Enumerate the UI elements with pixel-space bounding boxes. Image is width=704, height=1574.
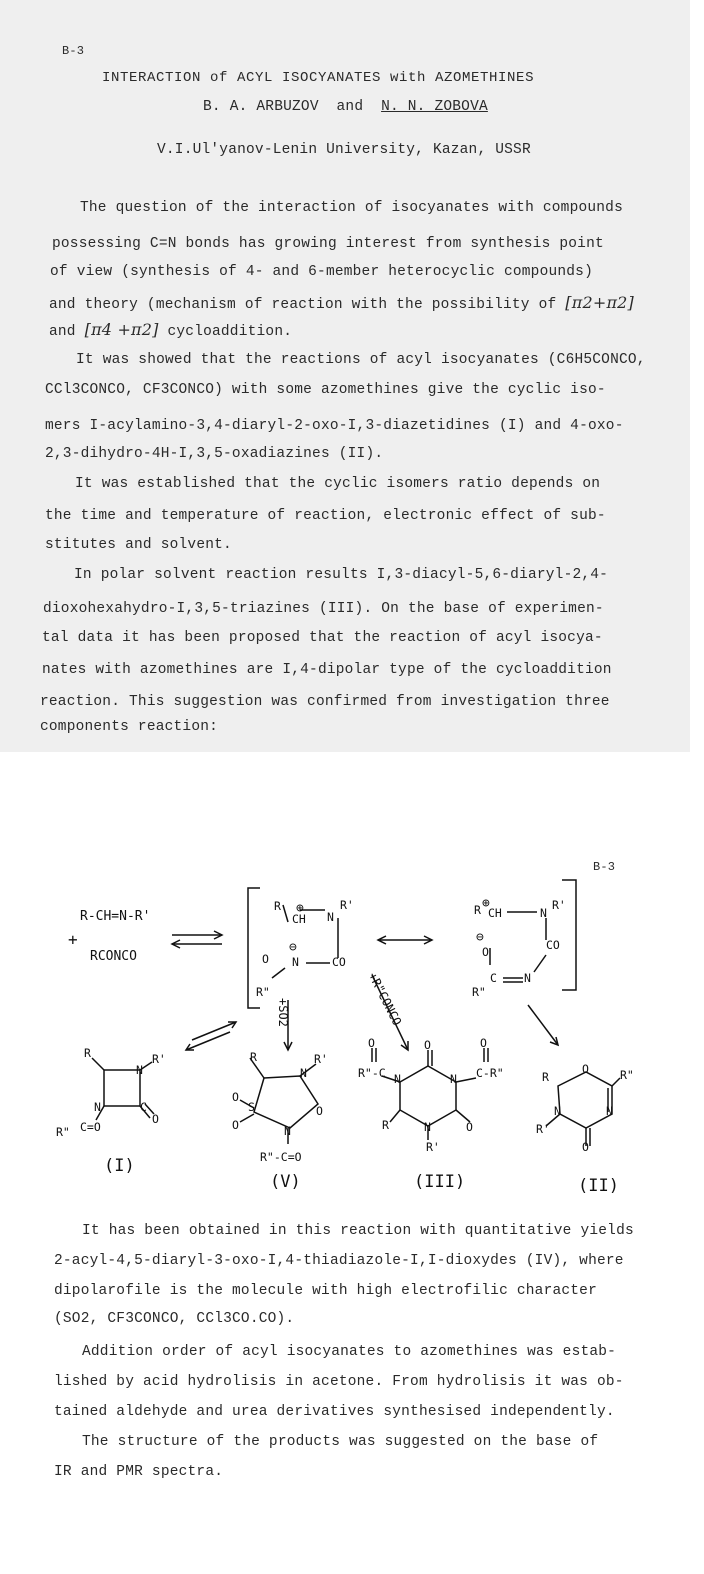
p5-line: It has been obtained in this reaction with quantitative yields: [82, 1223, 634, 1239]
p1-line: of view (synthesis of 4- and 6-member heterocyclic compounds): [50, 264, 593, 280]
atom-label: C=O: [80, 1120, 101, 1134]
reactant-azomethine: R-CH=N-R': [80, 909, 151, 924]
atom-label: R": [472, 985, 486, 999]
atom-label: O: [482, 945, 489, 959]
atom-label: R"-C: [358, 1066, 386, 1080]
atom-label: N: [284, 1124, 291, 1138]
thiadiazole-ring: [254, 1076, 318, 1128]
page-one: [0, 0, 690, 752]
scheme-page-code: B-3: [593, 860, 616, 874]
atom-label: O: [232, 1090, 239, 1104]
p5-line: 2-acyl-4,5-diaryl-3-oxo-I,4-thiadiazole-I,I-dioxydes (IV), where: [54, 1253, 624, 1269]
atom-label: R": [256, 985, 270, 999]
atom-label: N: [606, 1104, 613, 1118]
pi2-pi2-formula: [π2+π2]: [565, 293, 634, 312]
p4-line: tal data it has been proposed that the reaction of acyl isocya-: [42, 630, 603, 646]
atom-label: CH: [488, 906, 502, 920]
atom-label: O: [368, 1036, 375, 1050]
charge-minus: ⊖: [476, 930, 484, 945]
atom-label: R": [56, 1125, 70, 1139]
atom-label: O: [316, 1104, 323, 1118]
p2-line: CCl3CONCO, CF3CONCO) with some azomethines give the cyclic iso-: [45, 382, 606, 398]
page-code: B-3: [62, 44, 85, 58]
atom-label: R: [250, 1050, 257, 1064]
atom-label: N: [292, 955, 299, 969]
atom-label: R: [84, 1046, 91, 1060]
atom-label: O: [232, 1118, 239, 1132]
compound-label-iii: (III): [414, 1172, 466, 1192]
atom-label: N: [450, 1072, 457, 1086]
compound-label-ii: (II): [578, 1176, 619, 1196]
p5-line: dipolarofile is the molecule with high electrofilic character: [54, 1283, 597, 1299]
atom-label: O: [262, 952, 269, 966]
atom-label: R: [542, 1070, 549, 1084]
atom-label: R: [474, 903, 481, 917]
p2-line: mers I-acylamino-3,4-diaryl-2-oxo-I,3-diazetidines (I) and 4-oxo-: [45, 418, 624, 434]
right-bracket: [562, 880, 576, 990]
plus-sign: +: [68, 930, 78, 949]
p6-line: lished by acid hydrolisis in acetone. From hydrolisis it was ob-: [54, 1374, 624, 1390]
diazetidine-ring: [104, 1070, 140, 1106]
atom-label: N: [94, 1100, 101, 1114]
affiliation: V.I.Ul'yanov-Lenin University, Kazan, USSR: [157, 142, 531, 158]
p3-line: stitutes and solvent.: [45, 537, 232, 553]
atom-label: O: [466, 1120, 473, 1134]
atom-label: O: [582, 1062, 589, 1076]
p4-line: components reaction:: [40, 719, 219, 735]
author-arbuzov: B. A. ARBUZOV: [203, 99, 319, 115]
p6-line: tained aldehyde and urea derivatives synthesised independently.: [54, 1404, 615, 1420]
atom-label: R"-C=O: [260, 1150, 302, 1164]
atom-label: N: [327, 910, 334, 924]
atom-label: R': [536, 1122, 550, 1136]
atom-label: N: [424, 1120, 431, 1134]
author-zobova: N. N. ZOBOVA: [381, 99, 488, 115]
p1-line: [49, 293, 634, 313]
compound-label-i: (I): [104, 1156, 135, 1176]
reagent-so2: +SO2: [276, 998, 290, 1027]
authors: [203, 99, 488, 115]
atom-label: N: [554, 1104, 561, 1118]
atom-label: R': [152, 1052, 166, 1066]
atom-label: N: [300, 1066, 307, 1080]
atom-label: R': [314, 1052, 328, 1066]
reagent-acyl-isocyanate: +R"CONCO: [365, 970, 405, 1028]
p5-line: (SO2, CF3CONCO, CCl3CO.CO).: [54, 1311, 295, 1327]
p4-line: dioxohexahydro-I,3,5-triazines (III). On the base of experimen-: [43, 601, 604, 617]
reactant-acyl-isocyanate: RCONCO: [90, 949, 137, 964]
atom-label: R': [552, 898, 566, 912]
atom-label: C: [490, 971, 497, 985]
atom-label: R: [274, 899, 281, 913]
p4-line: reaction. This suggestion was confirmed from investigation three: [40, 694, 610, 710]
p4-line: In polar solvent reaction results I,3-diacyl-5,6-diaryl-2,4-: [74, 567, 609, 583]
atom-label: N: [394, 1072, 401, 1086]
atom-label: C-R": [476, 1066, 504, 1080]
arrow-to-ii: [528, 1005, 558, 1045]
p6-line: Addition order of acyl isocyanates to azomethines was estab-: [82, 1344, 617, 1360]
atom-label: O: [424, 1038, 431, 1052]
charge-plus: ⊕: [482, 896, 490, 911]
paper-title: INTERACTION of ACYL ISOCYANATES with AZOMETHINES: [102, 70, 535, 86]
p7-line: The structure of the products was suggested on the base of: [82, 1434, 599, 1450]
atom-label: S: [248, 1100, 255, 1114]
atom-label: R': [340, 898, 354, 912]
atom-label: N: [540, 906, 547, 920]
oxadiazine-ring: [558, 1072, 612, 1128]
p1-line-and: and: [49, 324, 76, 340]
atom-label: CH: [292, 912, 306, 926]
p4-line: nates with azomethines are I,4-dipolar type of the cycloaddition: [42, 662, 612, 678]
authors-and: and: [336, 99, 364, 115]
p1-line: The question of the interaction of isocyanates with compounds: [80, 200, 623, 216]
atom-label: O: [582, 1140, 589, 1154]
pi4-pi2-formula: [π4 +π2]: [84, 320, 159, 339]
atom-label: R': [426, 1140, 440, 1154]
p3-line: It was established that the cyclic isomers ratio depends on: [75, 476, 601, 492]
atom-label: N: [136, 1063, 143, 1077]
atom-label: CO: [546, 938, 560, 952]
atom-label: N: [524, 971, 531, 985]
p1-line-text: and theory (mechanism of reaction with the possibility of: [49, 297, 557, 313]
charge-minus: ⊖: [289, 940, 297, 955]
atom-label: R": [620, 1068, 634, 1082]
p1-line: [49, 320, 292, 340]
atom-label: R: [382, 1118, 389, 1132]
charge-plus: ⊕: [296, 901, 304, 916]
atom-label: O: [480, 1036, 487, 1050]
p1-line-text: cycloaddition.: [167, 324, 293, 340]
atom-label: CO: [332, 955, 346, 969]
p2-line: It was showed that the reactions of acyl isocyanates (C6H5CONCO,: [76, 352, 646, 368]
atom-label: C: [140, 1100, 147, 1114]
atom-label: O: [152, 1112, 159, 1126]
p1-line: possessing C=N bonds has growing interest from synthesis point: [52, 236, 604, 252]
p7-line: IR and PMR spectra.: [54, 1464, 224, 1480]
compound-label-v: (V): [270, 1172, 301, 1192]
p2-line: 2,3-dihydro-4H-I,3,5-oxadiazines (II).: [45, 446, 384, 462]
triazine-ring: [400, 1066, 456, 1126]
p3-line: the time and temperature of reaction, electronic effect of sub-: [45, 508, 606, 524]
